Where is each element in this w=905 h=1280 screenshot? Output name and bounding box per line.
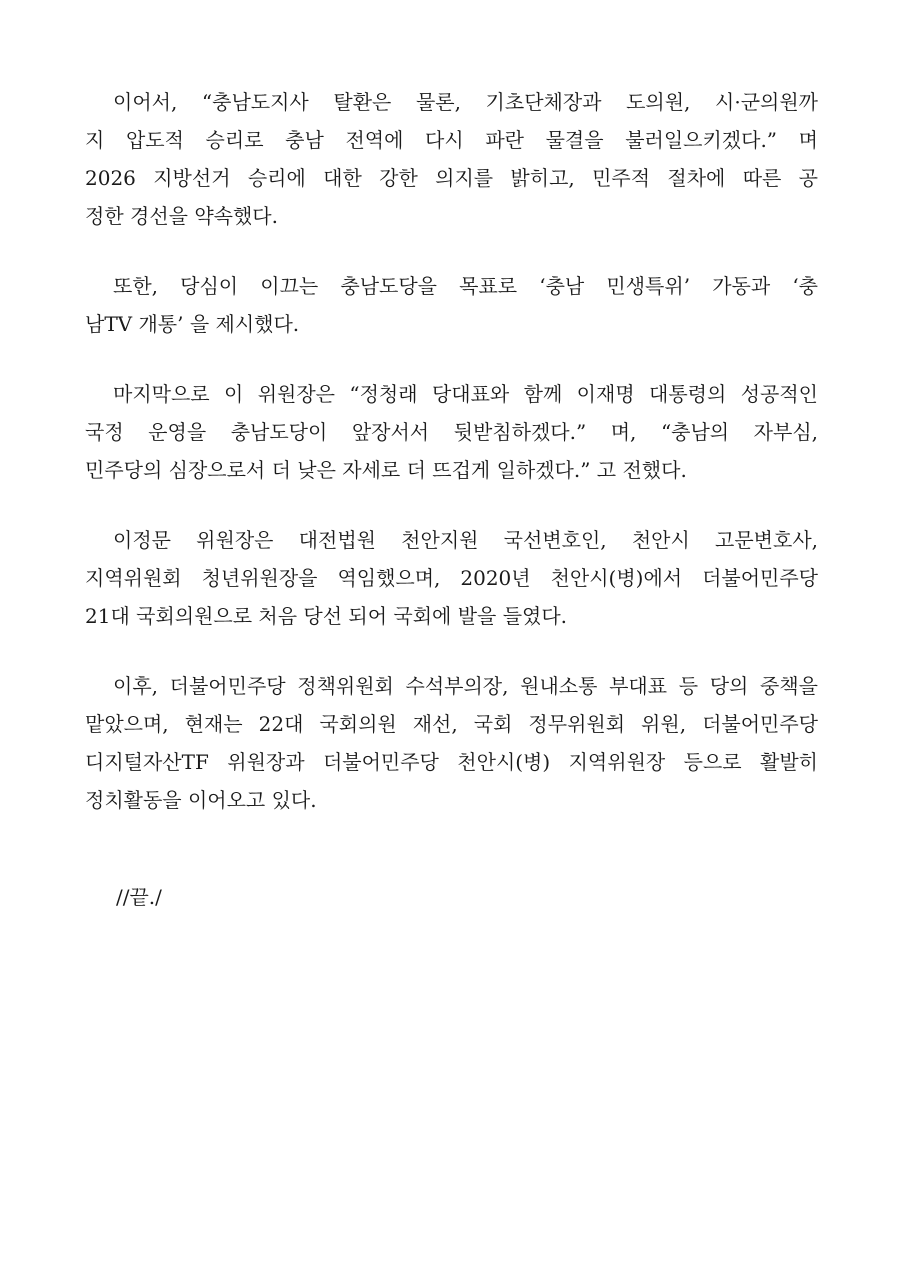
text-line: 남TV 개통’ 을 제시했다. xyxy=(85,312,300,336)
text-line: 이어서, “충남도지사 탈환은 물론, 기초단체장과 도의원, 시·군의원까 xyxy=(113,90,818,114)
text-line: 2026 지방선거 승리에 대한 강한 의지를 밝히고, 민주적 절차에 따른 공 xyxy=(85,166,818,190)
text-line: 이후, 더불어민주당 정책위원회 수석부의장, 원내소통 부대표 등 당의 중책을 xyxy=(113,674,818,698)
text-line: 지역위원회 청년위원장을 역임했으며, 2020년 천안시(병)에서 더불어민주당 xyxy=(85,566,818,590)
text-line: 21대 국회의원으로 처음 당선 되어 국회에 발을 들였다. xyxy=(85,604,568,628)
text-line: 국정 운영을 충남도당이 앞장서서 뒷받침하겠다.” 며, “충남의 자부심, xyxy=(85,420,818,444)
text-line: 민주당의 심장으로서 더 낮은 자세로 더 뜨겁게 일하겠다.” 고 전했다. xyxy=(85,458,687,482)
paragraph-5 xyxy=(85,667,818,819)
text-line: 맡았으며, 현재는 22대 국회의원 재선, 국회 정무위원회 위원, 더불어민주당 xyxy=(85,712,818,736)
text-line: 마지막으로 이 위원장은 “정청래 당대표와 함께 이재명 대통령의 성공적인 xyxy=(113,382,818,406)
text-line: 이정문 위원장은 대전법원 천안지원 국선변호인, 천안시 고문변호사, xyxy=(113,528,818,552)
paragraph-1 xyxy=(85,83,818,235)
text-line: 지 압도적 승리로 충남 전역에 다시 파란 물결을 불러일으키겠다.” 며 xyxy=(85,128,818,152)
document-body xyxy=(85,83,818,851)
text-line: 정한 경선을 약속했다. xyxy=(85,204,278,228)
paragraph-4 xyxy=(85,521,818,635)
text-line: 정치활동을 이어오고 있다. xyxy=(85,788,317,812)
closing-mark: //끝./ xyxy=(116,885,162,909)
paragraph-3 xyxy=(85,375,818,489)
text-line: 디지털자산TF 위원장과 더불어민주당 천안시(병) 지역위원장 등으로 활발히 xyxy=(85,750,818,774)
text-line: 또한, 당심이 이끄는 충남도당을 목표로 ‘충남 민생특위’ 가동과 ‘충 xyxy=(113,274,818,298)
paragraph-2 xyxy=(85,267,818,343)
